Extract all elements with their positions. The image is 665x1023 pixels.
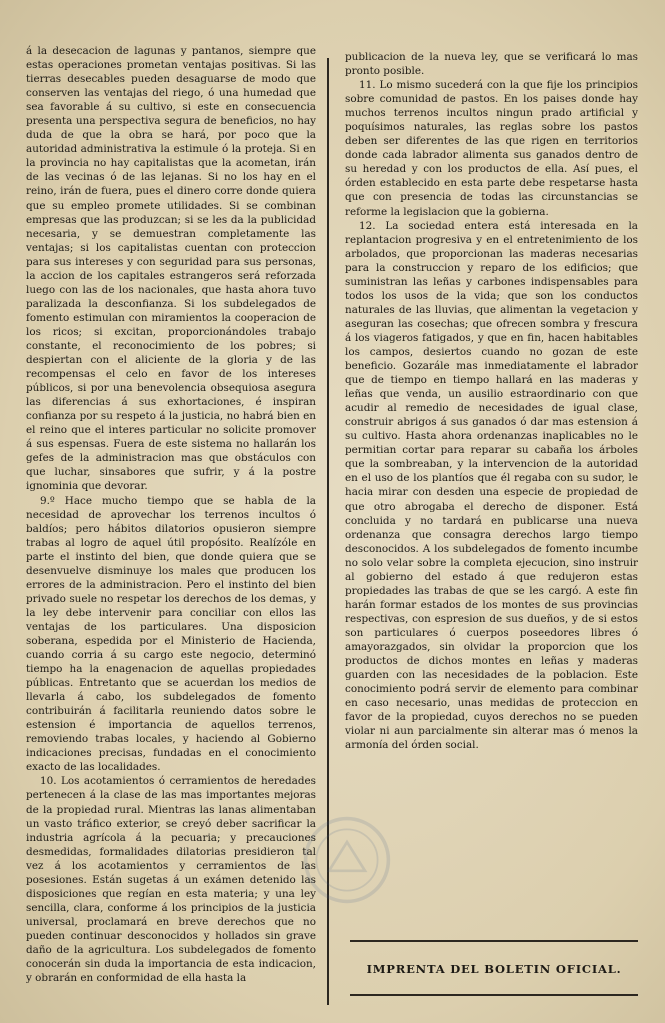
paragraph: publicacion de la nueva ley, que se verificará lo mas pronto posible.: [345, 51, 638, 78]
left-column: [26, 44, 316, 1003]
footer-rule-bottom: [350, 994, 638, 996]
paragraph: 11. Lo mismo sucederá con la que fije los principios sobre comunidad de pastos. En los paises donde hay muchos terrenos incultos ningun prado artificial y poquísimos naturales, las reglas sobre los pastos deben ser diferentes de las que rigen en territorios donde cada labrador alimenta sus ganados dentro de su heredad y con los productos de ella. Así pues, el órden establecido en esta parte debe respetarse hasta que con presencia de todas las circunstancias se reforme la legislacion que la gobierna.: [345, 79, 638, 218]
right-column: [345, 50, 638, 933]
paragraph: 9.º Hace mucho tiempo que se habla de la necesidad de aprovechar los terrenos incultos ó baldíos; pero hábitos dilatorios opusieron siempre trabas al logro de aquel útil propósito. Realízóle en parte el instinto del bien, que donde quiera que se desenvuelve disminuye los males que producen los errores de la administracion. Pero el instinto del bien privado suele no respetar los derechos de los demas, y la ley debe intervenir para conciliar con ellos las ventajas de los particulares. Una disposicion soberana, espedida por el Ministerio de Hacienda, cuando corria á su cargo este negocio, determinó tiempo ha la enagenacion de aquellas propiedades públicas. Entretanto que se acuerdan los medios de llevarla á cabo, los subdelegados de fomento contribuirán á facilitarla reuniendo datos sobre le estension é importancia de aquellos terrenos, removiendo trabas locales, y haciendo al Gobierno indicaciones precisas, fundadas en el conocimiento exacto de las localidades.: [26, 494, 316, 774]
paragraph: 10. Los acotamientos ó cerramientos de heredades pertenecen á la clase de las mas importantes mejoras de la propiedad rural. Mientras las lanas alimentaban un vasto tráfico exterior, se creyó deber sacrificar la industria agrícola á la pecuaria; y precauciones desmedidas, formalidades dilatorias presidieron tal vez á los acotamientos y cerramientos de las posesiones. Están sugetas á un exámen detenido las disposiciones que regían en esta materia; y una ley sencilla, clara, conforme á los principios de la justicia universal, proclamará en breve derechos que no pueden continuar desconocidos y hollados sin grave daño de la agricultura. Los subdelegados de fomento conocerán sin duda la importancia de esta indicacion, y obrarán en conformidad de ella hasta la: [26, 775, 316, 985]
printer-imprint: IMPRENTA DEL BOLETIN OFICIAL.: [366, 962, 622, 976]
footer-rule-top: [350, 940, 638, 942]
paragraph: 12. La sociedad entera está interesada en la replantacion progresiva y en el entretenimiento de los arbolados, que proporcionan las maderas necesarias para la construccion y reparo de los edificios; que suministran las leñas y carbones indispensables para todos los usos de la vida; que son los conductos naturales de las lluvias, que alimentan la vegetacion y aseguran las cosechas; que ofrecen sombra y frescura á los viageros fatigados, y que en fin, hacen habitables los campos, desiertos cuando no gozan de este beneficio. Gozarále mas inmediatamente el labrador que de tiempo en tiempo hallará en las maderas y leñas que venda, un ausilio estraordinario con que acudir al remedio de necesidades de igual clase, construir abrigos á sus ganados ó dar mas estension á su cultivo. Hasta ahora ordenanzas inaplicables no le permitian cortar para reparar su cabaña los árboles que la sombreaban, y la intervencion de la autoridad en el uso de los plantíos que él regaba con su sudor, le hacia mirar con desden una especie de propiedad de que otro abrogaba el derecho de disponer. Está concluida y no tardará en publicarse una nueva ordenanza que consagra derechos largo tiempo desconocidos. A los subdelegados de fomento incumbe no solo velar sobre la completa ejecucion, sino instruir al gobierno del estado á que redujeron estas propiedades las trabas de que se les cargó. A este fin harán formar estados de los montes de sus provincias respectivas, con espresion de sus dueños, y de si estos son particulares ó cuerpos poseedores libres ó amayorazgados, sin olvidar la proporcion que los productos de dichos montes en leñas y maderas guarden con las necesidades de la poblacion. Este conocimiento podrá servir de elemento para combinar en caso necesario, unas medidas de proteccion en favor de la propiedad, cuyos derechos no se pueden violar ni aun parcialmente sin alterar mas ó menos la armonía del órden social.: [345, 219, 638, 752]
paragraph: á la desecacion de lagunas y pantanos, siempre que estas operaciones prometan ventajas positivas. Si las tierras desecables pueden desaguarse de modo que conserven las ventajas del riego, ó una humedad que sea favorable á su cultivo, si este en consecuencia presenta una perspectiva segura de beneficios, no hay duda de que la obra se hará, por poco que la autoridad administrativa la estimule ó la proteja. Si en la provincia no hay capitalistas que la acometan, irán de las vecinas ó de las lejanas. Si no los hay en el reino, irán de fuera, pues el dinero corre donde quiera que su empleo promete utilidades. Si se combinan empresas que las produzcan; si se les da la publicidad necesaria, y se demuestran completamente las ventajas; si los capitalistas cuentan con proteccion para sus intereses y con seguridad para sus personas, la accion de los capitales estrangeros será reforzada luego con las de los nacionales, que hasta ahora tuvo paralizada la desconfianza. Si los subdelegados de fomento estimulan con miramientos la cooperacion de los ricos; si excitan, proporcionándoles trabajo constante, el reconocimiento de los pobres; si despiertan con el aliciente de la gloria y de las recompensas el celo en favor de los intereses públicos, si por una benevolencia obsequiosa asegura las diferencias á sus exhortaciones, é inspiran confianza por su respeto á la justicia, no habrá bien en el reino que el interes particular no solicite promover á sus espensas. Fuera de este sistema no hallarán los gefes de la administracion mas que obstáculos con que luchar, sinsabores que sufrir, y á la postre ignominia que devorar.: [26, 45, 316, 493]
library-seal-watermark: [302, 815, 392, 905]
